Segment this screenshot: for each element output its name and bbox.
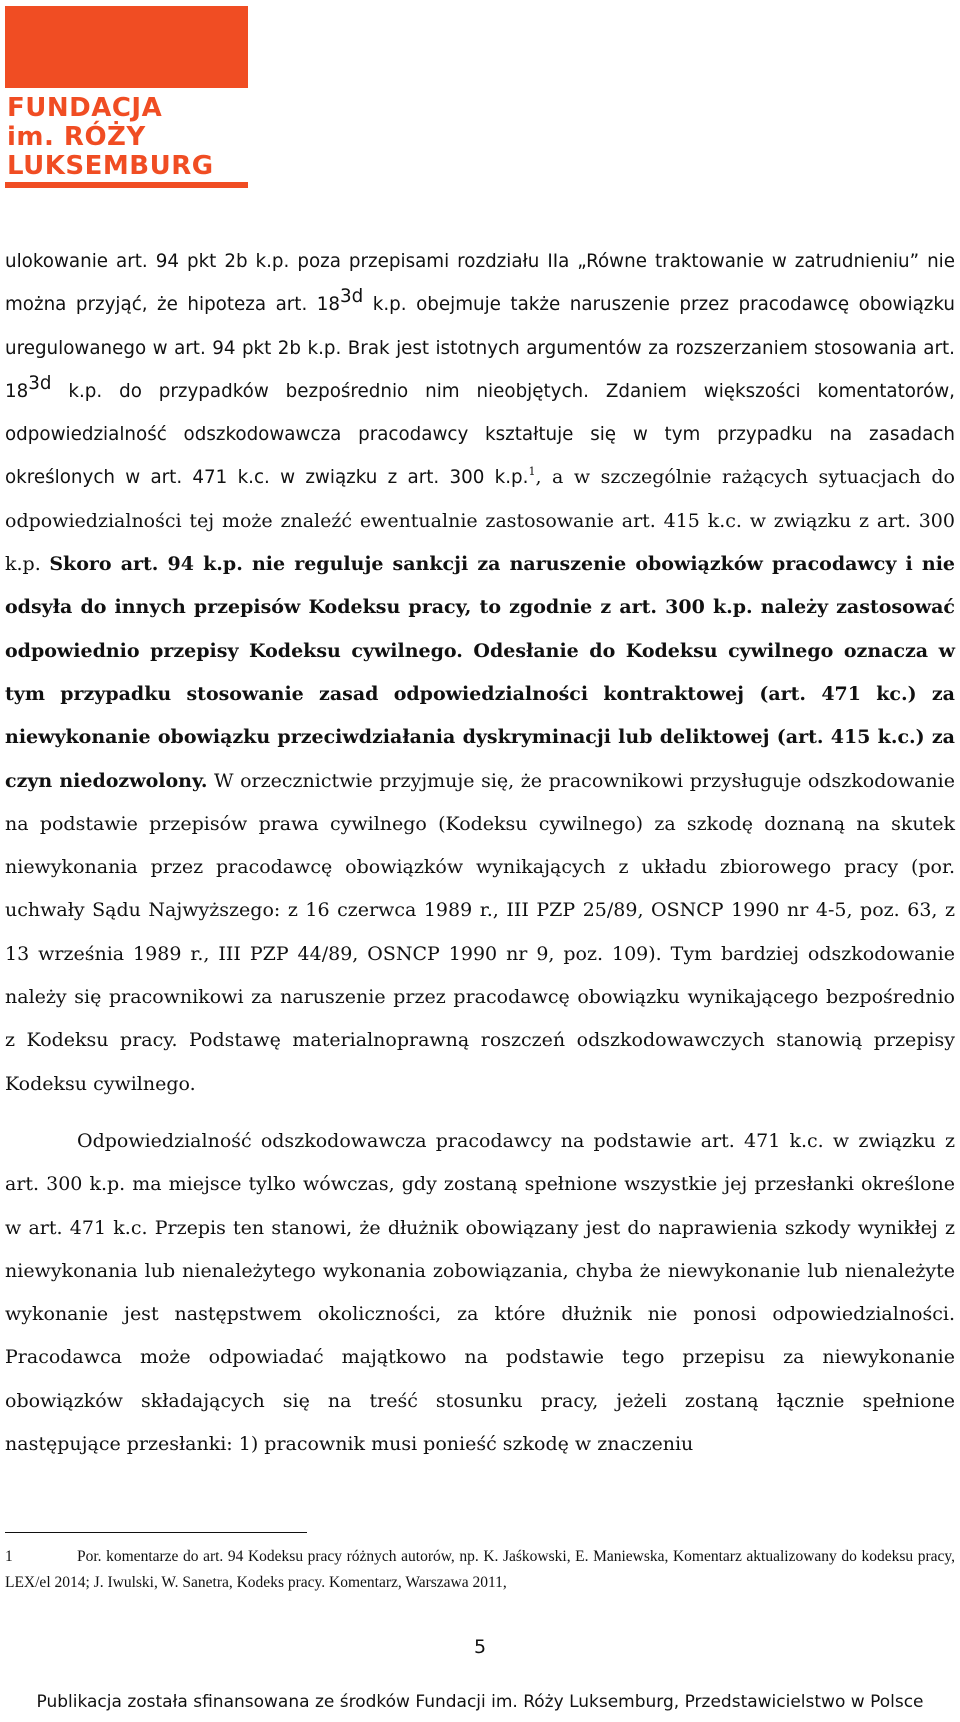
- paragraph-1-bold: Skoro art. 94 k.p. nie reguluje sankcji za naruszenie obowiązków pracodawcy i nie odsyła do innych przepisów Kodeksu pracy, to zgodnie z art. 300 k.p. należy zastosować odpowiednio przepisy Kodeksu cywilnego. Odesłanie do Kodeksu cywilnego oznacza w tym przypadku stosowanie zasad odpowiedzialności kontraktowej (art. 471 kc.) za niewykonanie obowiązku przeciwdziałania dyskryminacji lub deliktowej (art. 415 k.c.) za czyn niedozwolony.: [5, 553, 956, 792]
- page-number: 5: [473, 1636, 487, 1658]
- paragraph-1-part-2: k.p. obejmuje także naruszenie przez pracodawcę obowiązku uregulowanego w art. 94 pkt 2b k.p. Brak jest istotnych argumentów za rozszerzaniem stosowania art. 18: [5, 294, 955, 402]
- superscript-3d: 3d: [28, 372, 52, 394]
- footnote-number: 1: [5, 1548, 13, 1565]
- paragraph-2: Odpowiedzialność odszkodowawcza pracodawcy na podstawie art. 471 k.c. w związku z art. 300 k.p. ma miejsce tylko wówczas, gdy zostaną spełnione wszystkie jej przesłanki określone w art. 471 k.c. Przepis ten stanowi, że dłużnik obowiązany jest do naprawienia szkody wynikłej z niewykonania lub nienależytego wykonania zobowiązania, chyba że niewykonanie lub nienależyte wykonanie jest następstwem okoliczności, za które dłużnik nie ponosi odpowiedzialności. Pracodawca może odpowiadać majątkowo na podstawie tego przepisu za niewykonanie obowiązków składających się na treść stosunku pracy, jeżeli zostaną łącznie spełnione następujące przesłanki: 1) pracownik musi ponieść szkodę w znaczeniu: [5, 1129, 955, 1456]
- paragraph-1-part-4: , a w szczególnie rażących sytuacjach do odpowiedzialności tej może znaleźć ewentualnie zastosowanie art. 415 k.c. w związku z art. 300 k.p.: [5, 466, 955, 576]
- logo-line-1: FUNDACJA: [7, 93, 163, 123]
- paragraph-1-part-5: W orzecznictwie przyjmuje się, że pracownikowi przysługuje odszkodowanie na podstawie przepisów prawa cywilnego (Kodeksu cywilnego) za szkodę doznaną na skutek niewykonania przez pracodawcę obowiązków wynikających z układu zbiorowego pracy (por. uchwały Sądu Najwyższego: z 16 czerwca 1989 r., III PZP 25/89, OSNCP 1990 nr 4-5, poz. 63, z 13 września 1989 r., III PZP 44/89, OSNCP 1990 nr 9, poz. 109). Tym bardziej odszkodowanie należy się pracownikowi za naruszenie przez pracodawcę obowiązku wynikającego bezpośrednio z Kodeksu pracy. Podstawę materialnoprawną roszczeń odszkodowawczych stanowią przepisy Kodeksu cywilnego.: [5, 769, 955, 1095]
- logo-wordmark: [5, 88, 248, 182]
- footnote-divider: [5, 1532, 307, 1533]
- footer-funding-note: Publikacja została sfinansowana ze środków Fundacji im. Róży Luksemburg, Przedstawicielstwo w Polsce: [36, 1692, 924, 1712]
- footnote: [5, 1544, 955, 1596]
- footnote-text: Por. komentarze do art. 94 Kodeksu pracy różnych autorów, np. K. Jaśkowski, E. Maniewska, Komentarz aktualizowany do kodeksu pracy, LEX/el 2014; J. Iwulski, W. Sanetra, Kodeks pracy. Komentarz, Warszawa 2011,: [5, 1548, 955, 1591]
- superscript-3d: 3d: [340, 286, 364, 308]
- paragraph-1-part-1: ulokowanie art. 94 pkt 2b k.p. poza przepisami rozdziału IIa „Równe traktowanie w zatrudnieniu” nie można przyjąć, że hipoteza art. 18: [5, 251, 955, 316]
- logo-line-2: im. RÓŻY: [7, 122, 146, 152]
- paragraph-1-part-3: k.p. do przypadków bezpośrednio nim nieobjętych. Zdaniem większości komentatorów, odpowiedzialność odszkodowawcza pracodawcy kształtuje się w tym przypadku na zasadach określonych w art. 471 k.c. w związku z art. 300 k.p.: [5, 380, 955, 489]
- logo-line-3: LUKSEMBURG: [7, 151, 214, 181]
- paragraph-1: [5, 240, 955, 1106]
- foundation-logo: [5, 6, 248, 188]
- footnote-reference[interactable]: 1: [528, 465, 536, 479]
- document-body: [5, 240, 955, 1466]
